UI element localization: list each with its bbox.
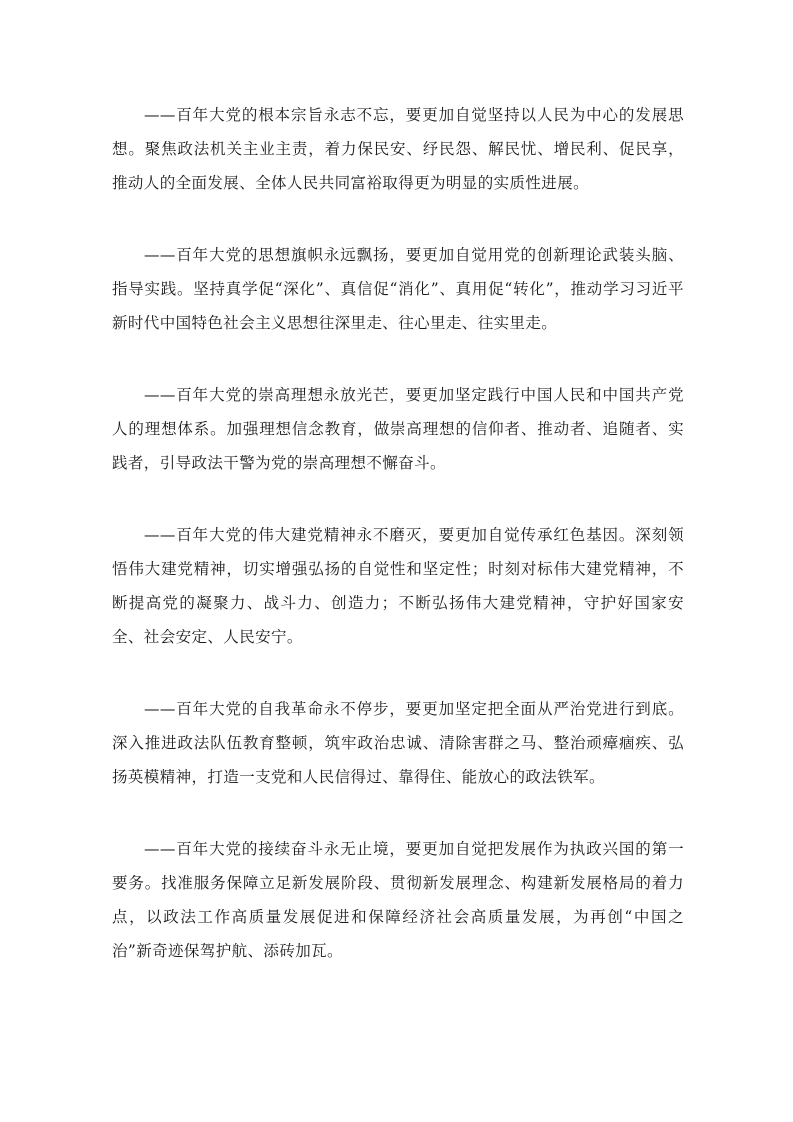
paragraph-4: ——百年大党的伟大建党精神永不磨灭，要更加自觉传承红色基因。深刻领悟伟大建党精神，切实增强弘扬的自觉性和坚定性；时刻对标伟大建党精神，不断提高党的凝聚力、战斗力、创造力；不断弘扬伟大建党精神，守护好国家安全、社会安定、人民安宁。 (112, 526, 684, 646)
document-body (112, 98, 684, 1006)
paragraph-1: ——百年大党的根本宗旨永志不忘，要更加自觉坚持以人民为中心的发展思想。聚焦政法机关主业主责，着力保民安、纾民怨、解民忧、增民利、促民享，推动人的全面发展、全体人民共同富裕取得更为明显的实质性进展。 (112, 106, 684, 192)
paragraph-3: ——百年大党的崇高理想永放光芒，要更加坚定践行中国人民和中国共产党人的理想体系。加强理想信念教育，做崇高理想的信仰者、推动者、追随者、实践者，引导政法干警为党的崇高理想不懈奋斗。 (112, 386, 684, 472)
paragraph-2: ——百年大党的思想旗帜永远飘扬，要更加自觉用党的创新理论武装头脑、指导实践。坚持真学促“深化”、真信促“消化”、真用促“转化”，推动学习习近平新时代中国特色社会主义思想往深里走、往心里走、往实里走。 (112, 246, 684, 332)
paragraph-5: ——百年大党的自我革命永不停步，要更加坚定把全面从严治党进行到底。深入推进政法队伍教育整顿，筑牢政治忠诚、清除害群之马、整治顽瘴痼疾、弘扬英模精神，打造一支党和人民信得过、靠得住、能放心的政法铁军。 (112, 700, 684, 786)
paragraph-6: ——百年大党的接续奋斗永无止境，要更加自觉把发展作为执政兴国的第一要务。找准服务保障立足新发展阶段、贯彻新发展理念、构建新发展格局的着力点，以政法工作高质量发展促进和保障经济社会高质量发展，为再创“中国之治”新奇迹保驾护航、添砖加瓦。 (112, 840, 684, 960)
